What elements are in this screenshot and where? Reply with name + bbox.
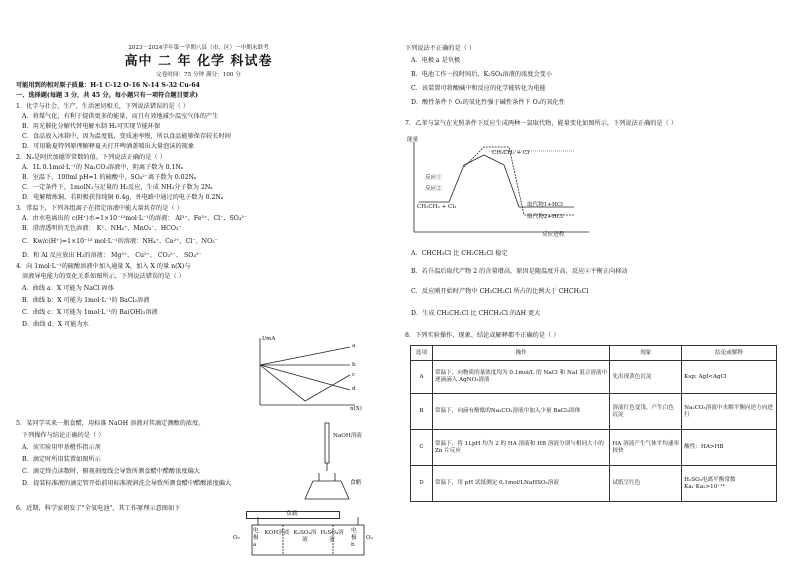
q5-stem-1: 5．某同学买来一瓶食醋，用标准 NaOH 溶液对其滴定测酸的浓度。	[16, 420, 205, 427]
row-conclusion: Ksp: AgI<AgCl	[682, 361, 777, 394]
naoh-label: NaOH溶液	[333, 433, 362, 439]
header-conclusion: 结论或解释	[682, 346, 777, 361]
intermediate-label: CH₂ĊH₂ + Cl	[492, 150, 530, 156]
q7-option-c: C．反应刚开始时产物中 CH₂CH₂Cl 所占的比例大于 CHCH₃Cl	[411, 288, 589, 295]
load-label: 负载	[286, 511, 298, 517]
q3-option-a: A．由水电离出的 c(H⁺)水=1×10⁻¹²mol·L⁻¹的溶液： Al³⁺、Fe³⁺、Cl⁻、SO₄²⁻	[22, 215, 248, 222]
q5-option-a: A．该实验用甲基橙作指示剂	[22, 444, 101, 451]
curve-d	[260, 365, 350, 390]
q2-option-a: A．1L 0.1mol·L⁻¹的 Na₂CO₃溶液中，阴离子数为 0.1Nₐ	[22, 164, 184, 171]
q5-option-c: C．滴定终点读数时，俯视刻度线会导致所测食醋中醋酸浓度偏大	[22, 468, 200, 475]
atomic-masses: 可能用到的相对原子质量：H-1 C-12 O-16 N-14 S-32 Cu-64	[16, 82, 200, 89]
energy-label: 能量	[407, 137, 419, 143]
header-phenomenon: 现象	[610, 346, 682, 361]
product1-label: 取代物1+HCl	[527, 202, 563, 208]
q6-option-b: B．电池工作一段时间后，K₂SO₄溶液的浓度会变小	[411, 71, 553, 78]
q4-graph-ylabel: I/mA	[262, 336, 276, 342]
axis-label: 反应进程	[542, 232, 565, 238]
path2-label: 反应②	[425, 186, 442, 192]
o2-right: O₂	[366, 535, 373, 541]
q3-option-c: C．Kw/c(H⁺)=1×10⁻¹³ mol·L⁻¹的溶液：NH₄⁺、Ca²⁺、Cl⁻、NO₃⁻	[22, 238, 218, 245]
table-row	[411, 394, 777, 430]
table-row	[411, 361, 777, 394]
table-row	[411, 466, 777, 502]
row-phenomenon: HA 溶液产生气体平均速率较快	[610, 430, 682, 466]
reactant-label: CH₂CH₃ + Cl₂	[417, 204, 457, 210]
q7-option-b: B．若升温后取代产物 2 的含量增高，原因是随温度升高，反应②平衡正向移动	[411, 268, 628, 275]
cell-h2so4: H₂SO₄溶液	[320, 530, 344, 543]
q7-option-d: D．生成 CH₂CH₂Cl 比 CHCH₃Cl 的ΔH 更大	[411, 310, 541, 317]
row-option: C	[411, 430, 433, 466]
q2-option-d: D．电解精炼铜，若阴极获得纯铜 6.4g，外电路中通过的电子数为 0.2Nₐ	[22, 194, 224, 201]
q4-stem-2: 溶液导电能力的变化关系如图所示，下列说法错误的是（ ）	[22, 273, 185, 280]
curve-label-b: b	[352, 362, 356, 368]
vinegar-label: 食醋	[350, 480, 362, 486]
q1-option-d: D．可用勒夏特列原理解释夏天打开啤酒盖喷出大量泡沫的现象	[22, 143, 195, 150]
q6-stem: 6．近期，科学家研发了"全氧电池"，其工作原理示意图如下	[16, 505, 181, 512]
header-operation: 操作	[432, 346, 609, 361]
q7-option-a: A．CHCH₃Cl 比 CH₂CH₂Cl 稳定	[411, 250, 508, 257]
cell-k2so4: K₂SO₄溶液	[293, 530, 317, 543]
q8-stem: 8．下列实验操作、现象、结论或解释都不正确的是（ ）	[405, 332, 560, 339]
q2-option-c: C．一定条件下，1molN₂与足量的 H₂反应，生成 NH₃分子数为 2Nₐ	[22, 184, 213, 191]
row-operation: 常温下，将 1LpH 均为 2 的 HA 溶液和 HB 溶液分别与相同大小的 Zn 片反应	[432, 430, 609, 466]
curve-label-a: a	[352, 343, 356, 349]
q1-option-a: A．将煤气化，有利于提供更多的能量，而且有效地减少温室气体的产生	[22, 113, 219, 120]
page-title: 高中 二 年 化学 科试卷	[124, 54, 273, 69]
q1-option-c: C．食品放入冰箱中，因为温度低，变质速率慢，所以食品能够保存较长时间	[22, 133, 231, 140]
q5-stem-2: 下列操作与结论正确的是（ ）	[22, 432, 105, 439]
q1-option-b: B．用光催化分解代替电解水制 H₂可实现节能环保	[22, 123, 161, 130]
product2-label: 取代物2+HCl	[527, 214, 563, 220]
q2-stem: 2．Nₐ是阿伏加德罗常数的值。下列说法正确的是（ ）	[16, 154, 166, 161]
row-option: B	[411, 394, 433, 430]
q4-conductivity-graph	[250, 335, 360, 410]
q8-table	[410, 345, 777, 502]
row-phenomenon: 溶液红色变浅，产生白色沉淀	[610, 394, 682, 430]
row-operation: 常温下，向物质的量浓度均为 0.1mol/L 的 NaCl 和 NaI 混合溶液中逐滴滴入 AgNO₃溶液	[432, 361, 609, 394]
cell-koh: KOH溶液	[264, 530, 290, 536]
q3-option-d: D．和 Al 反应放出 H₂的溶液： Mg²⁺、 Cu²⁺、 CO₃²⁻、 SO₄²⁻	[22, 252, 202, 259]
q5-option-b: B．滴定时所用装置如图所示	[22, 456, 101, 463]
path1-label: 反应①	[425, 175, 442, 181]
q5-option-d: D．提装标准液的滴定管开始前用标准液润洗会导致所测食醋中醋酸浓度偏大	[22, 480, 232, 487]
q6-option-a: A．电极 a 是负极	[411, 57, 461, 64]
q8-header-row	[411, 346, 777, 361]
row-operation: 常温下，向滴有酚酞的Na₂CO₃溶液中加入少量 BaCl₂固体	[432, 394, 609, 430]
row-option: D	[411, 466, 433, 502]
time-score: 完卷时间：75 分钟 满分：100 分	[156, 72, 241, 78]
q2-option-b: B．室温下，100ml pH=1 的硫酸中，SO₄²⁻离子数为 0.02Nₐ	[22, 174, 197, 181]
q7-stem: 7．乙苯与氯气在光照条件下反应生成两种一氯取代物，能量变化如图所示，下列说法正确的是（ ）	[405, 120, 677, 127]
q4-option-a: A．曲线 a：X 可能为 NaCl 固体	[22, 285, 114, 292]
q6-option-d: D．酸性条件下 O₂的氧化性强于碱性条件下 O₂的氧化性	[411, 99, 565, 106]
q4-stem-1: 4．向 1mol·L⁻¹的硫酸溶液中加入通量 X，加入 X 的量 n(X)与	[16, 263, 191, 270]
q6-option-c: C．该装置可将酸碱中和反应的化学能转化为电能	[411, 85, 546, 92]
row-operation: 常温下，用 pH 试纸测定 0.1mol/LNaHSO₃溶液	[432, 466, 609, 502]
table-row	[411, 430, 777, 466]
curve-label-c: c	[352, 372, 356, 378]
q3-option-b: B．澄清透明的无色溶液： K⁺、NH₄⁺、MnO₄⁻、HCO₃⁻	[22, 225, 182, 232]
q3-stem: 3．常温下，下列各组离子在指定溶液中能大量共存的是（ ）	[16, 205, 183, 212]
row-conclusion: H₂SO₃电离平衡常数 Ka₁·Ka₂>10⁻¹⁴	[682, 466, 777, 502]
o2-left: O₂	[233, 535, 240, 541]
q4-option-b: B．曲线 b：X 可能为 1mol·L⁻¹的 BaCl₂溶液	[22, 297, 150, 304]
curve-label-d: d	[352, 386, 356, 392]
section-heading: 一、选择题(每题 3 分，共 45 分。每小题只有一项符合题目要求)	[16, 92, 199, 99]
q4-option-c: C．曲线 c：X 可能为 1mol·L⁻¹的 Ba(OH)₂溶液	[22, 309, 158, 316]
row-option: A	[411, 361, 433, 394]
curve-a	[260, 347, 350, 365]
curve-c	[260, 365, 350, 401]
q1-stem: 1．化学与社会、生产、生活密切相关，下列说法错误的是（ ）	[16, 103, 189, 110]
exam-line: 2023－2024学年第一学期八县（市、区）一中期末联考	[128, 45, 269, 51]
row-conclusion: Na₂CO₃溶液中水解平衡向逆方向进行	[682, 394, 777, 430]
electrode-b: 电极b	[351, 528, 357, 548]
header-option: 选项	[411, 346, 433, 361]
row-phenomenon: 先出现黄色沉淀	[610, 361, 682, 394]
row-conclusion: 酸性：HA>HB	[682, 430, 777, 466]
row-phenomenon: 试纸呈红色	[610, 466, 682, 502]
electrode-a: 电极a	[253, 528, 259, 548]
q6-stem-2: 下列说法不正确的是（ ）	[405, 45, 476, 52]
q4-graph-xlabel: n(X)	[350, 406, 362, 412]
q4-option-d: D．曲线 d：X 可能为水	[22, 321, 89, 328]
